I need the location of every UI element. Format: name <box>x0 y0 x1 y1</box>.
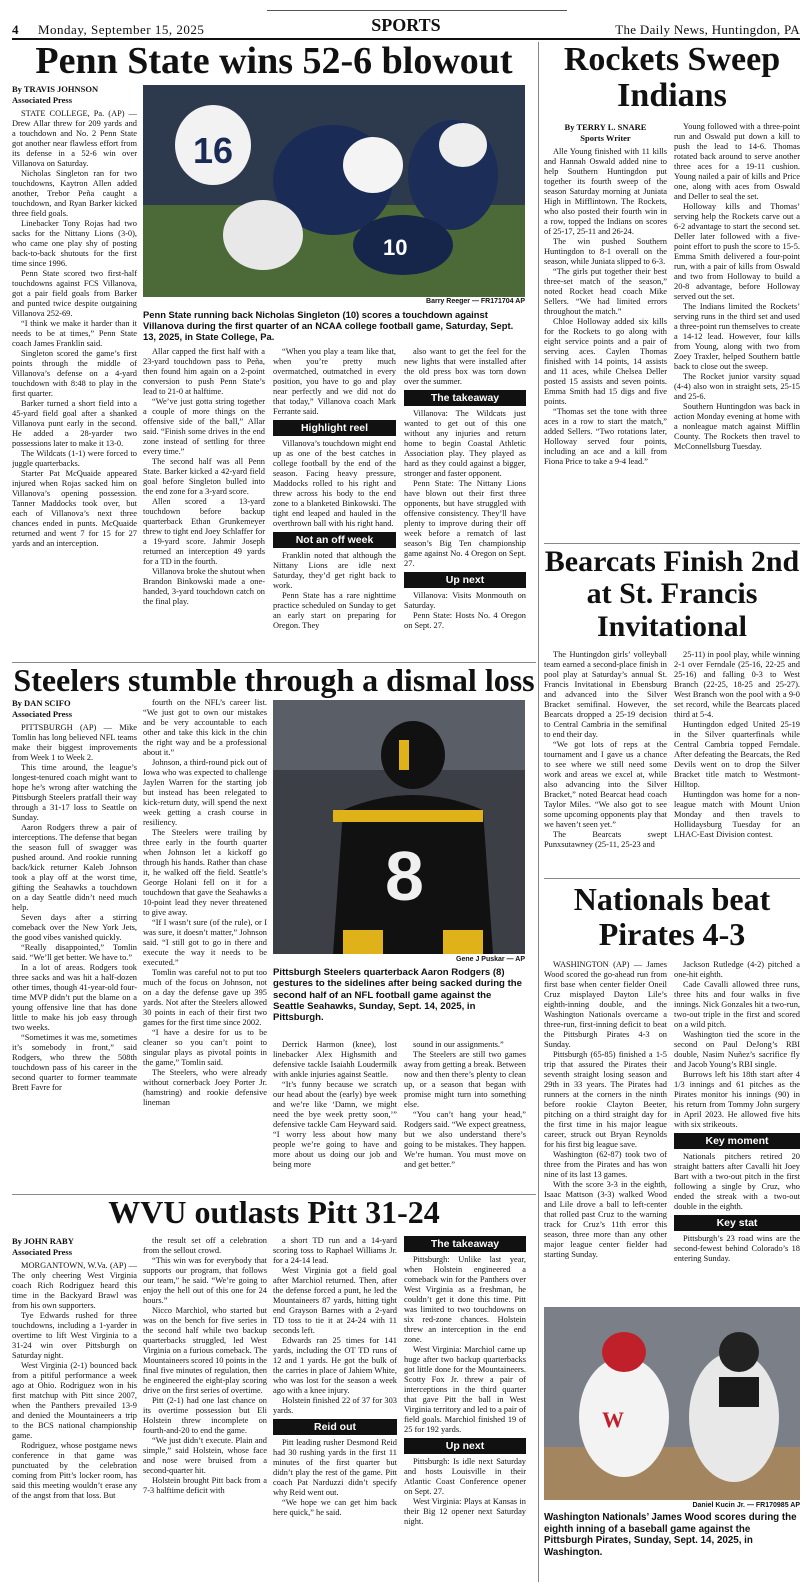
column-divider <box>538 42 539 1582</box>
wvu-body-2: the result set off a celebration from the sellout crowd. “This win was for everybody that supports our program, that follows our team,” he said. “We’re going to enjoy the hell out of this one for 24 hours.” Nicco Marchiol, who started but was on the bench for five series in the second half while two backup quarterbacks struggled, led West Virginia on a furious comeback. The Mountaineers scored 10 points in the final five minutes of regulation, then he engineered the eight-play scoring drive on the first series of overtime. Pitt (2-1) had one last chance on its overtime possession but Eli Holstein threw incomplete on fourth-and-20 to end the game. “We just didn’t execute. Plain and simple,” said Holstein, whose face and nose were bruised from a second-quarter hit. Holstein brought Pitt back from a 7-3 halftime deficit with <box>143 1236 267 1495</box>
subhead-key-stat: Key stat <box>674 1215 800 1231</box>
steelers-byline <box>12 698 137 719</box>
football-action-illustration <box>143 85 525 297</box>
subhead-takeaway: The takeaway <box>404 1236 526 1252</box>
subhead-not-an-off-week: Not an off week <box>273 532 396 548</box>
wvu-headline: WVU outlasts Pitt 31-24 <box>108 1194 440 1230</box>
nationals-photo-credit: Daniel Kucin Jr. — FR170985 AP <box>692 1502 800 1509</box>
subhead-up-next: Up next <box>404 1438 526 1454</box>
subhead-takeaway: The takeaway <box>404 390 526 406</box>
subhead-reid-out: Reid out <box>273 1419 397 1435</box>
byline-org: Associated Press <box>12 94 73 105</box>
penn-state-photo-caption: Penn State running back Nicholas Singleton (10) scores a touchdown against Villanova during the first quarter of an NCAA college football game, Saturday, Sept. 13, 2025, in State College, Pa. <box>143 309 514 343</box>
penn-state-body-1: STATE COLLEGE, Pa. (AP) — Drew Allar threw for 209 yards and a touchdown and No. 2 Penn State got another near flawless effort from its defense in a 52-6 win over Villanova on Saturday. Nicholas Singleton ran for two touchdowns, Kaytron Allen added another, Trebor Peña caught a touchdown, and Ryan Barker kicked three field goals. Linebacker Tony Rojas had two sacks for the Nittany Lions (3-0), who came one play shy of posting back-to-back shutouts for the first time since 1996. Penn State scored two first-half touchdowns against FCS Villanova, got a pair field goals from Barker and punted twice despite outgaining Villanova 252-69. “I think we make it harder than it needs to be at times,” Penn State coach James Franklin said. Singleton scored the game’s first points through the middle of Villanova’s defense on a 4-yard touchdown with 8:48 to play in the first quarter. Barker turned a short field into a 45-yard field goal after a shanked Villanova punt early in the second. He added a 28-yarder two possessions later to make it 13-0. The Wildcats (1-1) were forced to juggle quarterbacks. Starter Pat McQuaide appeared injured when Rojas sacked him on Villanova’s opening possession. Tanner Maddocks took over, but each of Villanova’s next three chances ended in punts. McQuaide returned and went 7 for 15 for 27 yards and an interception. <box>12 109 137 549</box>
byline-name: By DAN SCIFO <box>12 698 71 708</box>
nationals-headline: Nationals beat Pirates 4-3 <box>573 881 771 953</box>
steelers-body-1: PITTSBURGH (AP) — Mike Tomlin has long believed NFL teams make their biggest improvements from Week 1 to Week 2. This time around, the league’s longest-tenured coach might want to hope he’s wrong after watching the Pittsburgh Steelers pratfall their way through a 31-17 loss to Seattle on Sunday. Aaron Rodgers threw a pair of interceptions. The defense that began the season full of swagger was pushed around. And rookie running back/kick returner Kaleb Johnson took a play off at the worst time, gifting the Seahawks a touchdown on a day Seattle didn’t need much help. Seven days after a stirring comeback over the New York Jets, the good vibes vanished quickly. “Really disappointed,” Tomlin said. “We’ll get better. We have to.” In a lot of areas. Rodgers took three sacks and was hit a half-dozen other times, though 41-year-old four-time MVP didn’t put the blame on a young offensive line that has done little to make his job easy through two weeks. “Sometimes it was me, sometimes it’s somebody in front,” said Rodgers, who threw the 508th touchdown pass of his career in the second quarter to former teammate Brett Favre for <box>12 723 137 1093</box>
wvu-byline <box>12 1236 137 1257</box>
rockets-col-1 <box>544 122 667 545</box>
penn-state-body-4: also want to get the feel for the new lights that were installed after the old press box was torn down over the summer. The takeaway Villanova: The Wildcats just wanted to get out of this one without any injuries and return home to begin Coastal Athletic Association play. They played as hard as they could against a bigger, stronger and faster opponent. Penn State: The Nittany Lions have blown out their first three opponents, but have struggled with offensive consistency. They’ll have plenty to improve during their off week before a rematch of last season’s Big Ten championship game against No. 4 Oregon on Sept. 27. Up next Villanova: Visits Monmouth on Saturday. Penn State: Hosts No. 4 Oregon on Sept. 27. <box>404 347 526 630</box>
rockets-body-1: Alle Young finished with 11 kills and Hannah Oswald added nine to help Southern Huntingdon put together its fourth sweep of the season Saturday morning at Juniata High in Mifflintown. The Rockets, who also posted their fourth win in a row, topped the Indians on scores of 25-17, 25-11 and 26-24. The win pushed Southern Huntingdon to 8-1 overall on the season, while Juniata slipped to 6-3. “The girls put together their best three-set match of the season,” noted Rocket head coach Mike Sellers. “We had limited errors throughout the match.” Chloe Holloway added six kills for the Rockets to go along with eight service points and a pair of serving aces. Caylen Thomas finished with 14 points, 14 assists and 11 aces, while Chelsea Deller posted 15 assists and seven points. Emma Smith had 15 digs and five points. “Thomas set the tone with three aces in a row to start the match,” added Sellers. “Two rotations later, Holloway served four points, including an ace and a kill from Fiona Price to take a 9-4 lead.” <box>544 147 667 467</box>
bearcats-body-1: The Huntingdon girls’ volleyball team earned a second-place finish in pool play at Saturday’s annual St. Francis Invitational in Ebensburg and advanced into the Silver Bracket semifinal. However, the Bearcats dropped a 25-19 decision to Central Cambria in the semifinal to end their day. “We got lots of reps at the tournament and I gave us a chance to see where we still need some work and areas we excel at, while also advancing into the Silver Bracket,” noted Bearcat head coach Taylor Miles. “We also got to see some upcoming opponents play that we haven’t seen yet.” The Bearcats swept Punxsutawney (25-11, 25-23 and <box>544 650 667 849</box>
steelers-photo <box>273 700 525 954</box>
nationals-photo-caption: Washington Nationals’ James Wood scores during the eighth inning of a baseball game against the Pittsburgh Pirates, Sunday, Sept. 14, 2025, in Washington. <box>544 1512 797 1558</box>
steelers-body-4: sound in our assignments.” The Steelers are still two games away from getting a break. Between now and then there’s plenty to clean up, or a season that began with promise might turn into something else. “You can’t hang your head,” Rodgers said. “We expect greatness, but we also understand there’s going to be mistakes. They happen. We’re human. You must move on and get better.” <box>404 1040 526 1169</box>
baseball-action-illustration <box>544 1307 800 1500</box>
rockets-body-2: Young followed with a three-point run and Oswald put down a kill to push the lead to 14-6. Thomas rotated back around to serve another three aces for a 19-11 cushion. Young nailed a pair of kills and Price one, along with aces from Oswald and Deller to seal the set. Holloway kills and Thomas’ serving help the Rockets carve out a 6-2 advantage to start the second set. Deller later followed with a five-point effort to push the score to 15-5. Emma Smith delivered a four-point run, with a pair of kills from Oswald and two from Holloway to build a 20-8 advantage, before Holloway served out the set. The Indians limited the Rockets’ serving runs in the third set and used a three-point run themselves to create a 14-12 lead. However, four kills from Young, along with two from Zoey Traxler, helped Southern battle back to close out the sweep. The Rocket junior varsity squad (4-4) also won in straight sets, 25-15 and 25-6. Southern Huntingdon was back in action Monday evening at home with a nonleague match against Mifflin County. The Rockets then travel to McConnellsburg Tuesday. <box>674 122 800 451</box>
penn-state-body-2: Allar capped the first half with a 23-yard touchdown pass to Peña, then found him again on a 2-point conversion to push Penn State’s lead to 21-0 at halftime. “We’ve just gotta string together a couple of more things on the offensive side of the ball,” Allar said. “Finish some drives in the end zone instead of settling for three every time.” The second half was all Penn State. Barker kicked a 42-yard field goal before Singleton bulled into the end zone for a 3-yard score. Allen scored a 13-yard touchdown before backup quarterback Ethan Grunkemeyer threw to tight end Joey Schlaffer for a 19-yard score. Jahmir Joseph returned an interception 49 yards for a TD in the fourth. Villanova broke the shutout when Brandon Binkowski made a one-handed, 3-yard touchdown catch on the final play. <box>143 347 265 606</box>
byline-name: By JOHN RABY <box>12 1236 74 1246</box>
steelers-col-1 <box>12 698 137 1195</box>
penn-state-photo <box>143 85 525 297</box>
penn-state-photo-credit: Barry Reeger — FR171704 AP <box>426 298 525 305</box>
steelers-photo-credit: Gene J Puskar — AP <box>456 956 525 963</box>
nationals-body-1: WASHINGTON (AP) — James Wood scored the go-ahead run from first base when center fielder Oneil Cruz misplayed Dayton Lile’s eighth-inning double, and the Washington Nationals overcame a three-run, first-inning deficit to beat the Pittsburgh Pirates 4-3 on Sunday. Pittsburgh (65-85) finished a 1-5 trip that assured the Pirates their seventh straight losing season and 29th in 33 years. The Pirates had runners at the corners in the ninth before rookie Clayton Beeter, pitching on a third straight day for the first time in his major league career, struck out Bryan Reynolds for his first big league save. Washington (62-87) took two of three from the Pirates and has won nine of its last 13 games. With the score 3-3 in the eighth, Isaac Mattson (3-3) walked Wood and Lile drove a ball to left-center that rolled past Cruz to the warning track for Cruz’s 11th error this season, three more than any other major league center fielder had starting Sunday. <box>544 960 667 1259</box>
byline-name: By TRAVIS JOHNSON <box>12 84 99 94</box>
svg-text:W: W <box>602 1407 624 1432</box>
wvu-col-1 <box>12 1236 137 1587</box>
steelers-body-3: Derrick Harmon (knee), lost linebacker Alex Highsmith and defensive tackle Isaiahh Loudermilk with ankle injuries against Seattle. “It’s funny because we scratch our head about the (early) bye week and we’re like ‘Damn, we might need the bye week pretty soon,’” defensive tackle Cam Heyward said. “I worry less about how many people we’re going to have and more about us doing our job and being more <box>273 1040 397 1169</box>
nationals-body-2: Jackson Rutledge (4-2) pitched a one-hit eighth. Cade Cavalli allowed three runs, three hits and four walks in five innings. Nick Gonzales hit a two-run, two-out triple in the first and scored on a wild pitch. Washington tied the score in the second on Paul DeJong’s RBI double, Nasim Nuñez’s sacrifice fly and Jacob Young’s RBI single. Burrows left his 18th start after 4 1/3 innings and 61 pitches as the Pirates monitor his innings (90) in his return from Tommy John surgery in April 2023. He allowed five hits with six strikeouts. Key moment Nationals pitchers retired 20 straight batters after Cavalli hit Joey Bart with a two-out pitch in the first following a single by Cruz, who ended the streak with a two-out double in the eighth. Key stat Pittsburgh’s 23 road wins are the second-fewest behind Colorado’s 18 entering Sunday. <box>674 960 800 1263</box>
byline-org: Sports Writer <box>580 132 631 143</box>
page-number: 4 <box>12 22 19 37</box>
steelers-headline: Steelers stumble through a dismal loss <box>13 662 535 698</box>
svg-text:10: 10 <box>383 235 408 260</box>
svg-text:8: 8 <box>385 837 424 915</box>
wvu-body-4: The takeaway Pittsburgh: Unlike last year, when Holstein engineered a comeback win for the Panthers over West Virginia as a freshman, he couldn’t get it done this time. Pitt was limited to two touchdowns on six red-zone chances. Holstein threw an interception in the end zone. West Virginia: Marchiol came up huge after two backup quarterbacks got little done for the Mountaineers. Scotty Fox Jr. threw a pair of interceptions in the third quarter that gave Pitt the ball in West Virginia territory and led to a pair of field goals. Marchiol finished 19 of 25 for 192 yards. Up next Pittsburgh: Is idle next Saturday and hosts Louisville in their Atlantic Coast Conference opener on Sept. 27. West Virginia: Plays at Kansas in their Big 12 opener next Saturday night. <box>404 1238 526 1526</box>
bearcats-headline: Bearcats Finish 2nd at St. Francis Invitational <box>544 545 800 643</box>
page-date: Monday, September 15, 2025 <box>38 22 205 37</box>
penn-state-byline <box>12 84 137 105</box>
publication-name: The Daily News, Huntingdon, PA <box>615 22 800 37</box>
byline-org: Associated Press <box>12 708 73 719</box>
bearcats-body-2: 25-11) in pool play, while winning 2-1 over Ferndale (25-16, 22-25 and 25-16) and falling 0-3 to West Branch (22-25, 18-25 and 25-27). West Branch won the pool with a 9-0 set record, while the Bearcats placed third at 5-4. Huntingdon edged United 25-19 in the Silver quarterfinals while Central Cambria topped Ferndale. After defeating the Bearcats, the Red Devils went on to drop the Silver Bracket title match to Westmont-Hilltop. Huntingdon was home for a non-league match with Mount Union Monday and then travels to Hollidaysburg Tuesday for an LHAC-East Division contest. <box>674 650 800 839</box>
penn-state-body-3: “When you play a team like that, when you’re pretty much overmatched, outmatched in every position, you have to go and play near perfectly and we did not do that today,” Villanova coach Mark Ferrante said. Highlight reel Villanova’s touchdown might end up as one of the best catches in college football by the end of the season. Facing heavy pressure, Maddocks rolled to his right and threw across his body to the end zone to a blanketed Binkowski. The tight end leaped and hauled in the overthrown ball with his right hand. Not an off week Franklin noted that although the Nittany Lions are idle next Saturday, they’d get right back to work. Penn State has a rare nighttime practice scheduled on Sunday to get an early start on preparing for Oregon. They <box>273 347 396 630</box>
page-header <box>12 8 800 40</box>
quarterback-illustration <box>273 700 525 954</box>
byline-name: By TERRY L. SNARE <box>564 122 647 132</box>
svg-text:16: 16 <box>193 130 234 171</box>
steelers-body-2: fourth on the NFL’s career list. “We just got to own our mistakes and be very accountable to each other and take this kick in the chin the right way and be a professional about it.” Johnson, a third-round pick out of Iowa who was expected to challenge Jaylen Warren for the starting job but instead has been relegated to kick-return duty, will spend the next week getting a crash course in resiliency. The Steelers were trailing by three early in the fourth quarter when Johnson let a kickoff go through his hands. Rather than chase it, he walked off the field. Seattle’s George Holani fell on it for a touchdown that gave the Seahawks a 10-point lead they never threatened to give away. “If I wasn’t sure (of the rule), or I was sure, it doesn’t matter,” Johnson said. “I still got to go in there and execute the way it needs to be executed.” Tomlin was careful not to put too much of the focus on Johnson, not on a day the defense gave up 395 yards. Not after the Steelers allowed 30 points in each of their first two games for the first time since 2002. “I have a desire for us to be cleaner so you can’t point to singular plays as pivotal points in the game,” Tomlin said. The Steelers, who were already without cornerback Joey Porter Jr. (hamstring) and rookie defensive lineman <box>143 698 267 1107</box>
wvu-body-1: MORGANTOWN, W.Va. (AP) — The only cheering West Virginia coach Rich Rodriguez heard this time in the Backyard Brawl was from his own supporters. Tye Edwards rushed for three touchdowns, including a 1-yarder in overtime to lift West Virginia to a 31-24 win over Pittsburgh on Saturday night. West Virginia (2-1) bounced back from a pitiful performance a week ago at Ohio. Rodriguez won in his first matchup with Pitt since 2007, when the Panthers prevailed 13-9 and denied the Mountaineers a trip to the BCS national championship game. Rodriguez, whose postgame news conference in that game was punctuated by the celebration coming from Pitt’s locker room, has said this meeting wouldn’t erase any of the angst from that loss. But <box>12 1261 137 1501</box>
subhead-highlight-reel: Highlight reel <box>273 420 396 436</box>
rockets-headline: Rockets Sweep Indians <box>563 41 781 114</box>
subhead-up-next: Up next <box>404 572 526 588</box>
subhead-key-moment: Key moment <box>674 1133 800 1149</box>
section-title: SPORTS <box>371 15 441 35</box>
penn-state-headline: Penn State wins 52-6 blowout <box>35 40 513 82</box>
divider <box>544 543 800 544</box>
steelers-photo-caption: Pittsburgh Steelers quarterback Aaron Rodgers (8) gestures to the sidelines after being sacked during the second half of an NFL football game against the Seattle Seahawks, Sunday, Sept. 14, 2025, in Pittsburgh. <box>273 967 522 1024</box>
wvu-body-3: a short TD run and a 14-yard scoring toss to Raphael Williams Jr. for a 24-14 lead. West Virginia got a field goal after Marchiol returned. Then, after the defense forced a punt, he led the Mountaineers 87 yards, hitting tight end Grayson Barnes with a 2-yard TD toss to tie it at 24-24 with 11 seconds left. Edwards ran 25 times for 141 yards, including the OT TD runs of 12 and 1 yards. He got the bulk of the carries in place of Jahiem White, who was lost for the season a week ago with a knee injury. Holstein finished 22 of 37 for 303 yards. Reid out Pitt leading rusher Desmond Reid had 30 rushing yards in the first 11 minutes of the first quarter but didn’t play the rest of the game. Pitt coach Pat Narduzzi didn’t specify why Reid went out. “We hope we can get him back here quick,” he said. <box>273 1236 397 1517</box>
nationals-photo <box>544 1307 800 1500</box>
divider <box>544 878 800 879</box>
penn-state-col-1 <box>12 84 137 681</box>
byline-org: Associated Press <box>12 1246 73 1257</box>
rockets-byline <box>544 122 667 143</box>
